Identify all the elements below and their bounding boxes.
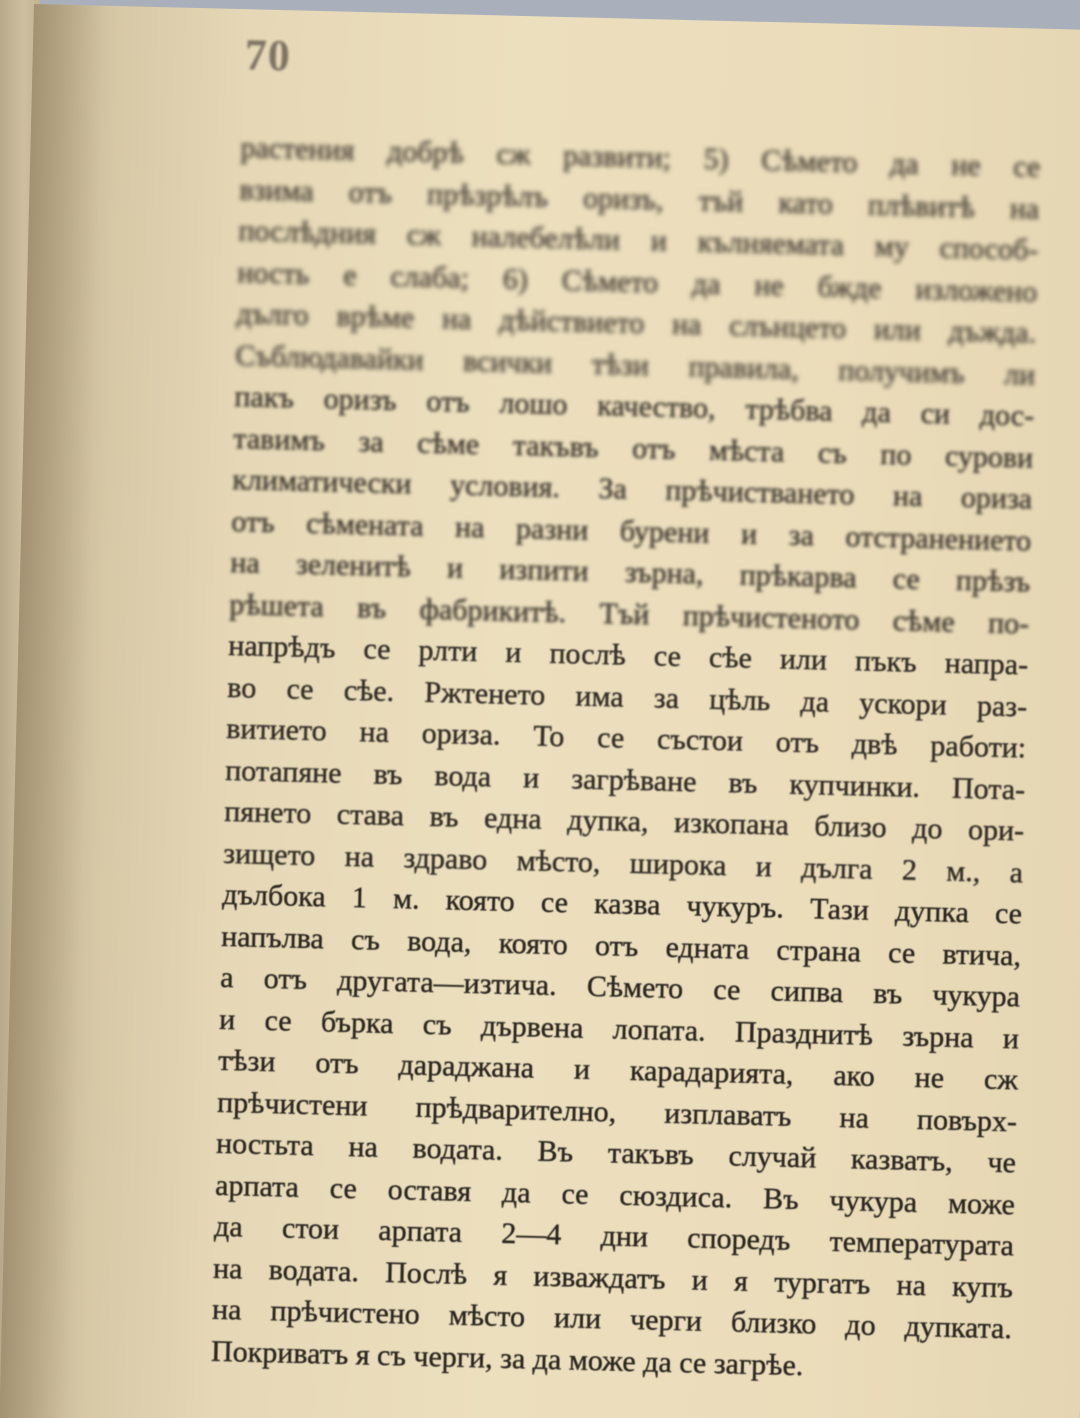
text-line: растения добрѣ сж развити; 5) Сѣмето да не се <box>240 131 1041 184</box>
text-line: потапяне въ вода и загрѣване въ купчинки. Пота- <box>224 753 1026 806</box>
text-line: арпата се оставя да се сюздиса. Въ чукура може <box>214 1168 1016 1221</box>
body-text <box>211 127 1041 1391</box>
text-line: Покриватъ я съ черги, за да може да се загрѣе. <box>210 1334 804 1382</box>
text-line: на зеленитѣ и изпити зърна, прѣкарва се прѣзъ <box>230 545 1031 599</box>
text-line: климатически условия. За прѣчистването на ориза <box>232 462 1033 516</box>
text-line: тѣзи отъ дараджана и карадарията, ако не сж <box>217 1043 1019 1097</box>
text-line: Съблюдавайки всички тѣзи правила, получимъ ли <box>235 338 1036 392</box>
text-line: витието на ориза. То се състои отъ двѣ работи: <box>225 711 1027 765</box>
text-line: отъ сѣмената на разни бурени и за отстранението <box>231 504 1032 558</box>
text-line: рѣшета въ фабрикитѣ. Тъй прѣчистеното сѣме по- <box>228 587 1030 640</box>
text-line: напрѣдъ се рлти и послѣ се сѣе или пъкъ напра- <box>227 628 1029 682</box>
text-line: пянето става въ една дупка, изкопана близо до ори- <box>223 794 1025 848</box>
text-line: а отъ другата—изтича. Сѣмето се сипва въ чукура <box>219 960 1021 1014</box>
text-line: взима отъ прѣзрѣлъ оризъ, тъй като плѣвитѣ на <box>239 172 1040 226</box>
text-line: да стои арпата 2—4 дни споредъ температурата <box>213 1209 1015 1263</box>
text-line: и се бърка съ дървена лопата. Празднитѣ зърна и <box>218 1002 1020 1055</box>
text-line: дълбока 1 м. която се казва чукуръ. Тази дупка се <box>221 877 1023 931</box>
text-line: прѣчистени прѣдварително, изплаватъ на повърх- <box>216 1085 1018 1138</box>
book-page <box>0 4 1080 1418</box>
text-line: послѣдния сж налебелѣли и кълняемата му способ- <box>238 214 1039 267</box>
text-line: на водата. Послѣ я изваждатъ и я тургатъ на купъ <box>212 1251 1014 1304</box>
text-line: напълва съ вода, която отъ едната страна се втича, <box>220 919 1022 972</box>
text-line: на прѣчистено мѣсто или черги близко до дупката. <box>211 1292 1013 1346</box>
text-line: зището на здраво мѣсто, широка и дълга 2 м., а <box>222 836 1024 889</box>
page-number: 70 <box>244 30 292 81</box>
text-line: ностьта на водата. Въ такъвъ случай казватъ, че <box>215 1126 1017 1180</box>
text-line: во се сѣе. Ржтенето има за цѣль да ускори раз- <box>226 670 1028 723</box>
text-line: пакъ оризъ отъ лошо качество, трѣбва да си дос- <box>234 380 1035 433</box>
text-line: тавимъ за сѣме такъвъ отъ мѣста съ по сурови <box>233 421 1034 475</box>
text-line: ность е слаба; 6) Сѣмето да не бжде изложено <box>237 255 1038 309</box>
text-line: дълго врѣме на дѣйствието на слънцето или дъжда. <box>236 297 1037 350</box>
